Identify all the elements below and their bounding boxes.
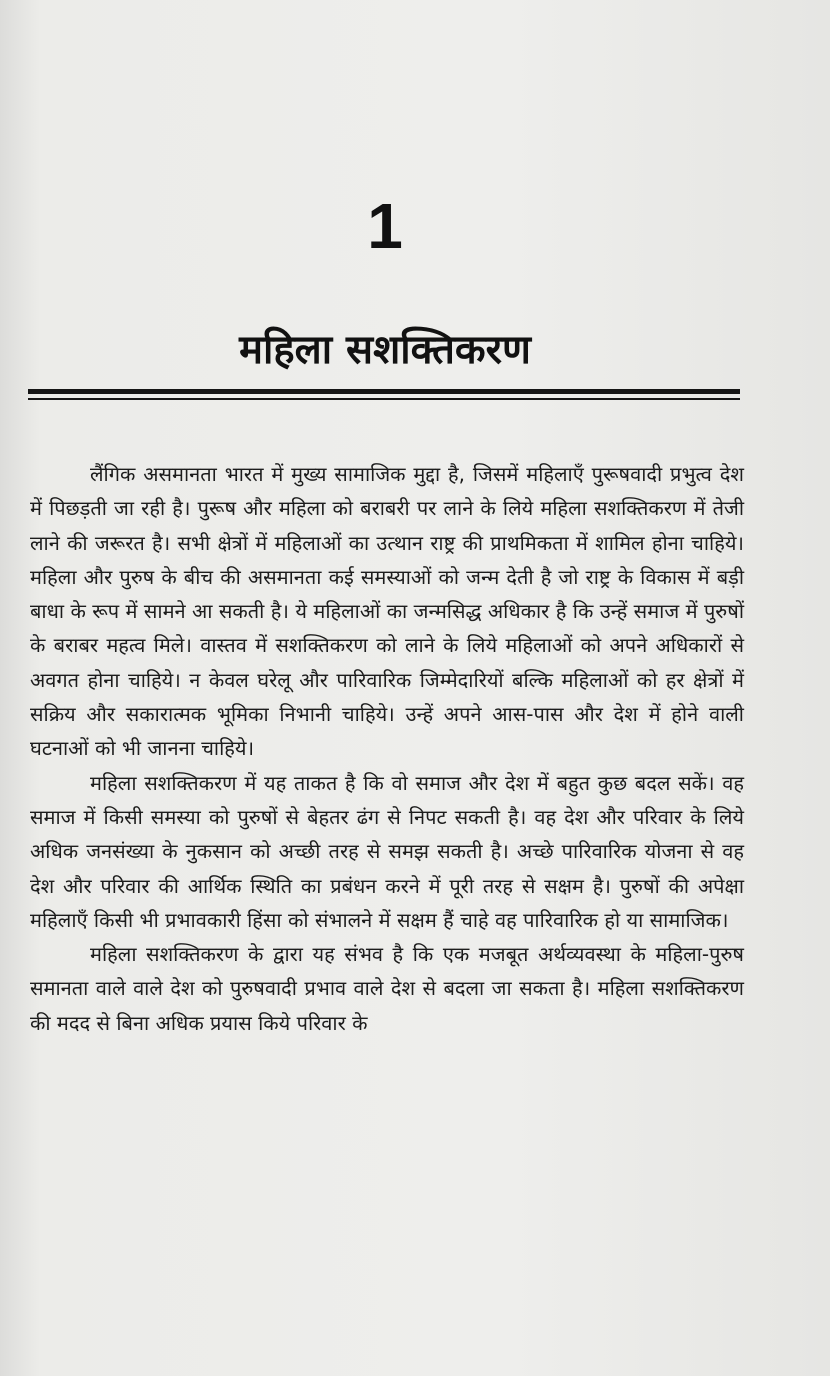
paragraph-2: महिला सशक्तिकरण में यह ताकत है कि वो समाज और देश में बहुत कुछ बदल सकें। वह समाज में किसी समस्या को पुरुषों से बेहतर ढंग से निपट सकती है। वह देश और परिवार के लिये अधिक जनसंख्या के नुकसान को अच्छी तरह से समझ सकती है। अच्छे पारिवारिक योजना से वह देश और परिवार की आर्थिक स्थिति का प्रबंधन करने में पूरी तरह से सक्षम है। पुरुषों की अपेक्षा महिलाएँ किसी भी प्रभावकारी हिंसा को संभालने में सक्षम हैं चाहे वह पारिवारिक हो या सामाजिक। [30, 770, 744, 932]
paragraph-1: लैंगिक असमानता भारत में मुख्य सामाजिक मुद्दा है, जिसमें महिलाएँ पुरूषवादी प्रभुत्व देश में पिछड़ती जा रही है। पुरूष और महिला को बराबरी पर लाने के लिये महिला सशक्तिकरण में तेजी लाने की जरूरत है। सभी क्षेत्रों में महिलाओं का उत्थान राष्ट्र की प्राथमिकता में शामिल होना चाहिये। महिला और पुरुष के बीच की असमानता कई समस्याओं को जन्म देती है जो राष्ट्र के विकास में बड़ी बाधा के रूप में सामने आ सकती है। ये महिलाओं का जन्मसिद्ध अधिकार है कि उन्हें समाज में पुरुषों के बराबर महत्व मिले। वास्तव में सशक्तिकरण को लाने के लिये महिलाओं को अपने अधिकारों से अवगत होना चाहिये। न केवल घरेलू और पारिवारिक जिम्मेदारियों बल्कि महिलाओं को हर क्षेत्रों में सक्रिय और सकारात्मक भूमिका निभानी चाहिये। उन्हें अपने आस-पास और देश में होने वाली घटनाओं को भी जानना चाहिये। [30, 462, 744, 761]
chapter-body [30, 457, 744, 1040]
title-divider-thin [28, 398, 740, 400]
chapter-title: महिला सशक्तिकरण [239, 327, 531, 373]
chapter-number: 1 [367, 190, 403, 262]
paragraph-3: महिला सशक्तिकरण के द्वारा यह संभव है कि एक मजबूत अर्थव्यवस्था के महिला-पुरुष समानता वाले वाले देश को पुरुषवादी प्रभाव वाले देश से बदला जा सकता है। महिला सशक्तिकरण की मदद से बिना अधिक प्रयास किये परिवार के [30, 942, 744, 1035]
title-divider-thick [28, 389, 740, 394]
